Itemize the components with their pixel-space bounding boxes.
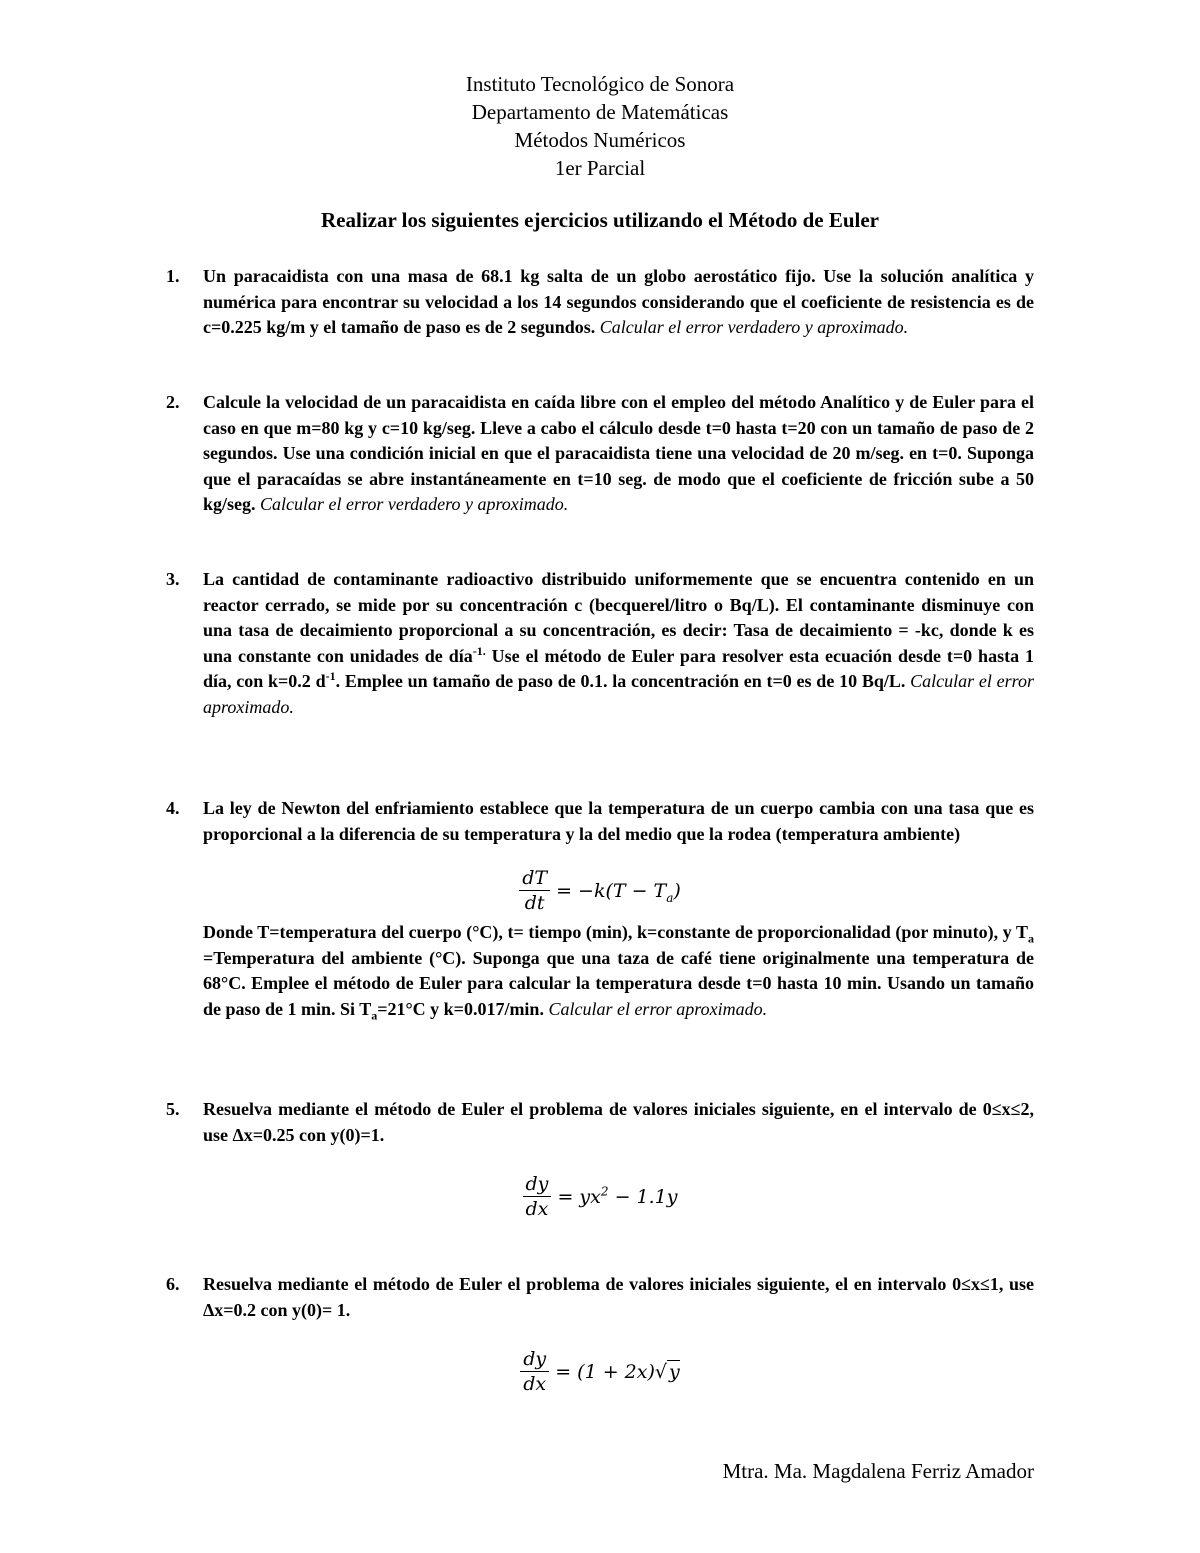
exercise-number: 1. (166, 266, 180, 286)
equation-rhs: = (1 + 2x)√ (555, 1360, 667, 1383)
equation-rhs: − 1.1y (608, 1185, 678, 1208)
exercise-text: Donde T=temperatura del cuerpo (°C), t= tiempo (min), k=constante de proporcionalidad (por minuto), y T (203, 922, 1028, 942)
exponent: 2 (600, 1184, 609, 1199)
exercise-5 (166, 1097, 1034, 1148)
exam-name: 1er Parcial (554, 156, 646, 180)
exercise-text: La cantidad de contaminante radioactivo distribuido uniformemente que se encuentra contenido en un reactor cerrado, se mide por su concentración c (becquerel/litro o Bq/L). El contaminante disminuye con una tasa de decaimiento proporcional a su concentración, es decir: Tasa de decaimiento = -kc, donde k es una constante con unidades de día (203, 569, 1034, 666)
exercise-text: Resuelva mediante el método de Euler el problema de valores iniciales siguiente, el en intervalo 0≤x≤1, use Δx=0.2 con y(0)= 1. (203, 1274, 1034, 1320)
subscript: a (371, 1008, 378, 1023)
exercise-text: Resuelva mediante el método de Euler el problema de valores iniciales siguiente, en el intervalo de 0≤x≤2, use Δx=0.25 con y(0)=1. (203, 1099, 1034, 1145)
numerator: dy (523, 1172, 552, 1197)
exercise-1 (166, 264, 1034, 341)
exercise-number: 5. (166, 1099, 180, 1119)
exercise-number: 3. (166, 569, 180, 589)
exercise-4-continued (166, 920, 1034, 1022)
exercise-instruction: Calcular el error aproximado. (203, 671, 1035, 717)
denominator: dx (525, 1198, 549, 1220)
department-name: Departamento de Matemáticas (471, 100, 729, 124)
subscript: a (666, 890, 674, 905)
fraction (523, 1172, 552, 1221)
equation-rhs: ) (673, 879, 681, 902)
equation-rhs: = yx (557, 1185, 601, 1208)
exponent: -1 (325, 669, 336, 684)
subscript: a (1028, 931, 1034, 946)
exercise-3 (166, 567, 1034, 721)
equation-newton-cooling (0, 866, 1200, 915)
denominator: dt (524, 892, 545, 914)
radicand: y (669, 1360, 680, 1383)
equation-ex5 (0, 1172, 1200, 1221)
numerator: dT (519, 866, 550, 891)
exercise-text: =21°C y k=0.017/min. (377, 998, 544, 1019)
exercise-number: 2. (166, 392, 180, 412)
exercise-text: . Emplee un tamaño de paso de 0.1. la concentración en t=0 es de 10 Bq/L. (335, 671, 906, 692)
equation-rhs: = −k(T − T (556, 879, 667, 902)
denominator: dx (523, 1373, 547, 1395)
task-title: Realizar los siguientes ejercicios utilizando el Método de Euler (321, 208, 879, 232)
fraction (519, 866, 550, 915)
exercise-instruction: Calcular el error verdadero y aproximado. (260, 494, 569, 515)
exercise-number: 6. (166, 1274, 180, 1294)
numerator: dy (520, 1347, 549, 1372)
exercise-instruction: Calcular el error aproximado. (548, 998, 768, 1019)
fraction (520, 1347, 549, 1396)
exercise-text: Un paracaidista con una masa de 68.1 kg salta de un globo aerostático fijo. Use la solución analítica y numérica para encontrar su velocidad a los 14 segundos considerando que el coeficiente de resistencia es de c=0.225 kg/m y el tamaño de paso es de 2 segundos. (203, 266, 1034, 338)
exercise-6 (166, 1272, 1034, 1323)
header (0, 70, 1200, 182)
author-signature: Mtra. Ma. Magdalena Ferriz Amador (722, 1459, 1034, 1483)
exponent: -1. (472, 643, 486, 658)
exercise-text: =Temperatura del ambiente (°C). Suponga que una taza de café tiene originalmente una temperatura de 68°C. Emplee el método de Euler para calcular la temperatura desde t=0 hasta 10 min. Usando un tamaño de paso de 1 min. Si T (203, 947, 1034, 1019)
exercise-2 (166, 390, 1034, 518)
exercise-text: Use el método de Euler para resolver esta ecuación desde t=0 hasta 1 día, con k=0.2 d (203, 645, 1034, 692)
institution-name: Instituto Tecnológico de Sonora (465, 72, 735, 96)
exercise-text: La ley de Newton del enfriamiento establece que la temperatura de un cuerpo cambia con una tasa que es proporcional a la diferencia de su temperatura y la del medio que la rodea (temperatura ambiente) (203, 798, 1034, 844)
exercise-4 (166, 796, 1034, 847)
course-name: Métodos Numéricos (514, 128, 686, 152)
exercise-instruction: Calcular el error verdadero y aproximado. (599, 317, 909, 338)
exercise-text: Calcule la velocidad de un paracaidista en caída libre con el empleo del método Analítico y de Euler para el caso en que m=80 kg y c=10 kg/seg. Lleve a cabo el cálculo desde t=0 hasta t=20 con un tamaño de paso de 2 segundos. Use una condición inicial en que el paracaidista tiene una velocidad de 20 m/seg. en t=0. Suponga que el paracaídas se abre instantáneamente en t=10 seg. de modo que el coeficiente de fricción sube a 50 kg/seg. (203, 392, 1034, 515)
equation-ex6 (0, 1347, 1200, 1396)
exercise-number: 4. (166, 798, 180, 818)
